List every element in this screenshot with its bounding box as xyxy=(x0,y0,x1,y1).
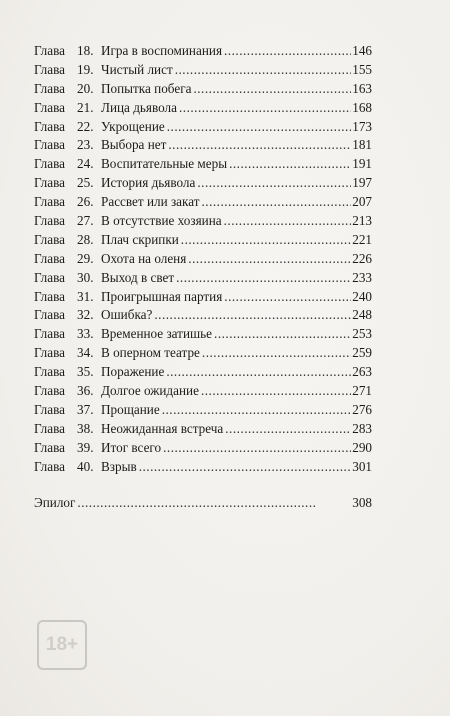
chapter-number: 21. xyxy=(77,99,94,115)
chapter-number: 30. xyxy=(77,269,94,285)
page-number: 168 xyxy=(352,99,372,115)
chapter-title: Итог всего xyxy=(101,439,162,455)
toc-entry xyxy=(34,136,372,155)
toc-entry xyxy=(34,325,372,344)
page-number: 276 xyxy=(352,401,372,417)
page-number: 240 xyxy=(352,288,372,304)
page-number: 290 xyxy=(352,439,372,455)
dot-leader xyxy=(154,306,351,325)
chapter-title: Проигрышная партия xyxy=(101,288,223,304)
chapter-word: Глава xyxy=(34,175,65,191)
chapter-number: 19. xyxy=(77,61,94,77)
dot-leader xyxy=(224,212,352,231)
toc-entry xyxy=(34,212,372,231)
chapter-title: Рассвет или закат xyxy=(101,194,200,210)
dot-leader xyxy=(202,344,351,363)
toc-entry xyxy=(34,439,372,458)
toc-entry xyxy=(34,250,372,269)
chapter-word: Глава xyxy=(34,383,65,399)
chapter-title: История дьявола xyxy=(101,175,196,191)
toc-entry xyxy=(34,99,372,118)
chapter-number: 27. xyxy=(77,213,94,229)
page-number: 226 xyxy=(352,250,372,266)
page-number: 283 xyxy=(352,420,372,436)
chapter-number: 25. xyxy=(77,175,94,191)
page-number: 221 xyxy=(352,231,372,247)
dot-leader xyxy=(77,494,351,513)
chapter-word: Глава xyxy=(34,458,65,474)
page-number: 197 xyxy=(352,175,372,191)
page-number: 146 xyxy=(352,43,372,58)
chapter-word: Глава xyxy=(34,420,65,436)
toc-entry xyxy=(34,401,372,420)
toc-entry xyxy=(34,458,372,477)
chapter-number: 36. xyxy=(77,383,94,399)
page-number: 191 xyxy=(352,156,372,172)
chapter-number: 18. xyxy=(77,43,94,58)
chapter-word: Глава xyxy=(34,61,65,77)
chapter-word: Глава xyxy=(34,439,65,455)
chapter-word: Глава xyxy=(34,43,65,58)
toc-entry-epilogue xyxy=(34,494,372,513)
toc-entry xyxy=(34,80,372,99)
chapter-number: 28. xyxy=(77,231,94,247)
chapter-title: Долгое ожидание xyxy=(101,383,199,399)
chapter-word: Глава xyxy=(34,213,65,229)
dot-leader xyxy=(225,420,351,439)
chapter-title: Ошибка? xyxy=(101,307,153,323)
toc-entry xyxy=(34,420,372,439)
toc-entry xyxy=(34,344,372,363)
chapter-number: 23. xyxy=(77,137,94,153)
table-of-contents xyxy=(34,42,372,513)
dot-leader xyxy=(167,118,351,137)
chapter-number: 32. xyxy=(77,307,94,323)
dot-leader xyxy=(175,61,352,80)
page-number: 173 xyxy=(352,118,372,134)
chapter-number: 26. xyxy=(77,194,94,210)
chapter-title: Неожиданная встреча xyxy=(101,420,224,436)
chapter-title: Чистый лист xyxy=(101,61,173,77)
dot-leader xyxy=(214,325,351,344)
dot-leader xyxy=(139,458,352,477)
chapter-number: 29. xyxy=(77,250,94,266)
page-number: 207 xyxy=(352,194,372,210)
chapter-title: Прощание xyxy=(101,401,160,417)
page-number: 263 xyxy=(352,364,372,380)
dot-leader xyxy=(201,382,351,401)
dot-leader xyxy=(188,250,351,269)
chapter-title: Укрощение xyxy=(101,118,165,134)
toc-entry xyxy=(34,42,372,61)
chapter-number: 39. xyxy=(77,439,94,455)
page-number: 253 xyxy=(352,326,372,342)
dot-leader xyxy=(193,80,351,99)
chapter-number: 33. xyxy=(77,326,94,342)
toc-entry xyxy=(34,118,372,137)
dot-leader xyxy=(224,288,351,307)
chapter-word: Глава xyxy=(34,364,65,380)
chapter-word: Глава xyxy=(34,156,65,172)
toc-entry xyxy=(34,61,372,80)
page-number: 308 xyxy=(352,495,372,511)
chapter-word: Глава xyxy=(34,326,65,342)
dot-leader xyxy=(176,269,351,288)
chapter-title: Временное затишье xyxy=(101,326,213,342)
chapter-title: Попытка побега xyxy=(101,80,192,96)
chapter-number: 38. xyxy=(77,420,94,436)
chapter-title: Поражение xyxy=(101,364,165,380)
chapter-title: Выход в свет xyxy=(101,269,175,285)
chapter-word: Глава xyxy=(34,231,65,247)
chapter-number: 37. xyxy=(77,401,94,417)
epilogue-title: Эпилог xyxy=(34,495,76,511)
chapter-number: 40. xyxy=(77,458,94,474)
dot-leader xyxy=(202,193,352,212)
dot-leader xyxy=(224,42,351,61)
chapter-title: Выбора нет xyxy=(101,137,167,153)
chapter-title: Охота на оленя xyxy=(101,250,187,266)
dot-leader xyxy=(162,401,352,420)
dot-leader xyxy=(166,363,351,382)
dot-leader xyxy=(197,174,351,193)
chapter-word: Глава xyxy=(34,250,65,266)
toc-entry xyxy=(34,382,372,401)
toc-entry xyxy=(34,288,372,307)
dot-leader xyxy=(168,136,351,155)
chapter-word: Глава xyxy=(34,194,65,210)
chapter-title: Плач скрипки xyxy=(101,231,179,247)
page-number: 155 xyxy=(352,61,372,77)
chapter-number: 31. xyxy=(77,288,94,304)
page-number: 163 xyxy=(352,80,372,96)
toc-entry xyxy=(34,306,372,325)
toc-entry xyxy=(34,174,372,193)
chapter-number: 24. xyxy=(77,156,94,172)
chapter-number: 34. xyxy=(77,345,94,361)
page-number: 301 xyxy=(352,458,372,474)
chapter-title: Лица дьявола xyxy=(101,99,177,115)
chapter-title: Взрыв xyxy=(101,458,137,474)
dot-leader xyxy=(229,155,351,174)
chapter-word: Глава xyxy=(34,80,65,96)
chapter-word: Глава xyxy=(34,137,65,153)
page-number: 259 xyxy=(352,345,372,361)
chapter-title: Воспитательные меры xyxy=(101,156,228,172)
toc-entry xyxy=(34,269,372,288)
dot-leader xyxy=(179,99,351,118)
chapter-word: Глава xyxy=(34,307,65,323)
chapter-word: Глава xyxy=(34,99,65,115)
chapter-title: В отсутствие хозяина xyxy=(101,213,222,229)
toc-entry xyxy=(34,193,372,212)
toc-entry xyxy=(34,231,372,250)
page-number: 181 xyxy=(352,137,372,153)
dot-leader xyxy=(181,231,351,250)
chapter-word: Глава xyxy=(34,118,65,134)
dot-leader xyxy=(163,439,351,458)
chapter-number: 35. xyxy=(77,364,94,380)
toc-entry xyxy=(34,363,372,382)
page-number: 233 xyxy=(352,269,372,285)
page-number: 248 xyxy=(352,307,372,323)
chapter-number: 20. xyxy=(77,80,94,96)
chapter-number: 22. xyxy=(77,118,94,134)
chapter-title: Игра в воспоминания xyxy=(101,43,223,58)
page-number: 271 xyxy=(352,383,372,399)
toc-entry xyxy=(34,155,372,174)
chapter-word: Глава xyxy=(34,401,65,417)
chapter-word: Глава xyxy=(34,345,65,361)
chapter-word: Глава xyxy=(34,288,65,304)
page-number: 213 xyxy=(352,213,372,229)
age-rating-badge: 18+ xyxy=(37,620,87,670)
chapter-title: В оперном театре xyxy=(101,345,200,361)
chapter-word: Глава xyxy=(34,269,65,285)
